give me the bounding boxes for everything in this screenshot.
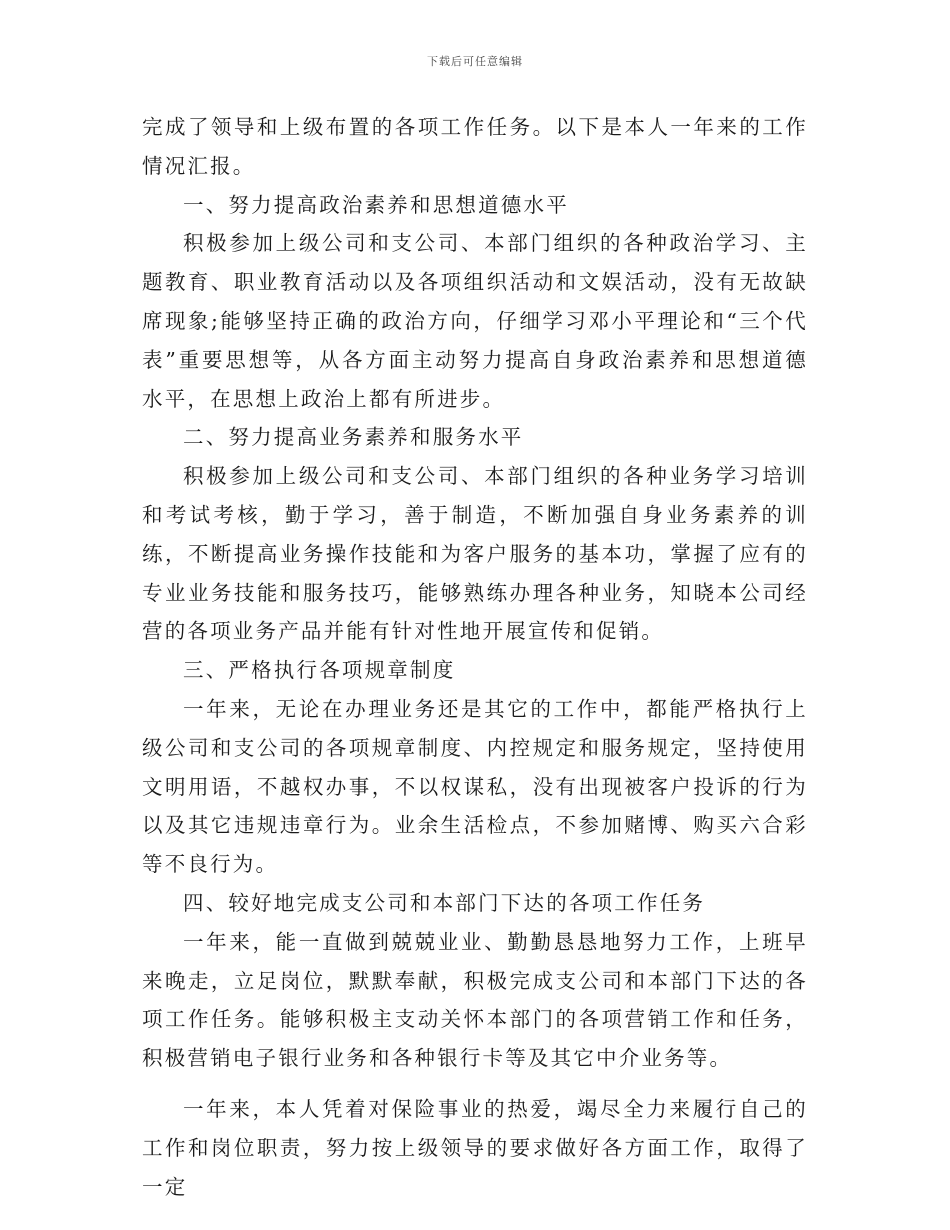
section-heading-2: 二、努力提高业务素养和服务水平 <box>183 425 524 450</box>
section-heading-3: 三、严格执行各项规章制度 <box>183 658 456 683</box>
paragraph-section-3: 一年来，无论在办理业务还是其它的工作中，都能严格执行上级公司和支公司的各项规章制度、内控规定和服务规定，坚持使用文明用语，不越权办事，不以权谋私，没有出现被客户投诉的行为以及其它违规违章行为。业余生活检点，不参加赌博、购买六合彩等不良行为。 <box>142 696 808 877</box>
paragraph-section-2: 积极参加上级公司和支公司、本部门组织的各种业务学习培训和考试考核，勤于学习，善于制造，不断加强自身业务素养的训练，不断提高业务操作技能和为客户服务的基本功，掌握了应有的专业业务技能和服务技巧，能够熟练办理各种业务，知晓本公司经营的各项业务产品并能有针对性地开展宣传和促销。 <box>142 464 808 644</box>
paragraph-section-4: 一年来，能一直做到兢兢业业、勤勤恳恳地努力工作，上班早来晚走，立足岗位，默默奉献，积极完成支公司和本部门下达的各项工作任务。能够积极主支动关怀本部门的各项营销工作和任务，积极营销电子银行业务和各种银行卡等及其它中介业务等。 <box>142 929 808 1071</box>
paragraph-intro: 完成了领导和上级布置的各项工作任务。以下是本人一年来的工作情况汇报。 <box>142 115 808 178</box>
paragraph-section-1: 积极参加上级公司和支公司、本部门组织的各种政治学习、主题教育、职业教育活动以及各项组织活动和文娱活动，没有无故缺席现象;能够坚持正确的政治方向，仔细学习邓小平理论和“三个代表”重要思想等，从各方面主动努力提高自身政治素养和思想道德水平，在思想上政治上都有所进步。 <box>142 231 808 411</box>
section-heading-1: 一、努力提高政治素养和思想道德水平 <box>183 192 569 217</box>
paragraph-closing: 一年来，本人凭着对保险事业的热爱，竭尽全力来履行自己的工作和岗位职责，努力按上级领导的要求做好各方面工作，取得了一定 <box>142 1096 808 1199</box>
document-body <box>142 108 808 1206</box>
section-heading-4: 四、较好地完成支公司和本部门下达的各项工作任务 <box>183 890 706 915</box>
header-note: 下载后可任意编辑 <box>427 55 523 68</box>
